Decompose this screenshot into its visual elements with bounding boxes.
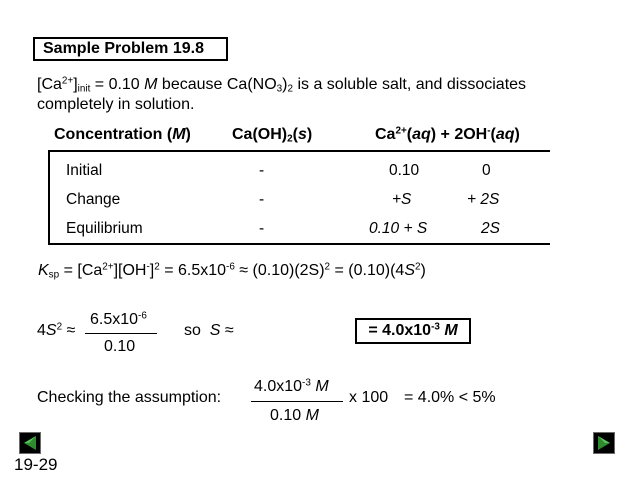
row-initial-label: Initial xyxy=(66,162,103,179)
solve-denominator: 0.10 xyxy=(104,338,136,355)
check-result: = 4.0% < 5% xyxy=(404,389,496,406)
row-initial-oh: 0 xyxy=(482,162,491,179)
intro-line-1: $[Ca^{2+}]_{init} = 0.10$ M because $Ca(NO_3)_2$ is a soluble salt, and dissociates xyxy=(37,75,527,95)
row-equilibrium-solid: - xyxy=(259,220,265,237)
table-left-rule xyxy=(48,152,50,245)
ksp-expression: $K_{sp} = [Ca^{2+}][OH^-]^2 = 6.5x10^{-6} \approx (0.10)(2S)^2 = (0.10)(4S^2)$ xyxy=(38,261,426,281)
solve-so: so S ≈ xyxy=(184,322,234,339)
next-slide-button[interactable] xyxy=(593,432,615,454)
check-label: Checking the assumption: xyxy=(37,389,222,406)
answer-box: = $4.0x10^{-3}$ M xyxy=(355,318,471,344)
solve-fraction-bar xyxy=(85,333,157,334)
row-change-solid: - xyxy=(259,191,265,208)
header-products: $Ca^{2+}(aq) + 2OH^-(aq)$ xyxy=(375,125,520,143)
sample-problem-title: Sample Problem 19.8 xyxy=(33,37,228,61)
previous-slide-button[interactable] xyxy=(19,432,41,454)
check-fraction-bar xyxy=(251,401,343,402)
row-initial-solid: - xyxy=(259,162,265,179)
solve-numerator: $6.5x10^{-6}$ xyxy=(90,310,147,328)
table-top-rule xyxy=(48,150,550,152)
solve-lhs: $4S^2$ ≈ xyxy=(37,321,76,339)
table-bottom-rule xyxy=(48,243,550,245)
header-caoh2: $Ca(OH)_2(s)$ xyxy=(232,126,313,145)
arrow-right-icon xyxy=(594,433,614,453)
row-equilibrium-ca: 0.10 + S xyxy=(369,220,428,237)
row-change-ca: +S xyxy=(392,191,412,208)
row-equilibrium-label: Equilibrium xyxy=(66,220,143,237)
check-times-100: x 100 xyxy=(349,389,389,406)
row-change-label: Change xyxy=(66,191,121,208)
row-equilibrium-oh: 2S xyxy=(481,220,500,237)
slide-number: 19-29 xyxy=(14,455,58,474)
intro-line-2: completely in solution. xyxy=(37,96,195,113)
check-numerator: $4.0x10^{-3}$ M xyxy=(254,377,329,395)
header-concentration: Concentration (M) xyxy=(54,126,191,143)
arrow-left-icon xyxy=(20,433,40,453)
row-initial-ca: 0.10 xyxy=(389,162,420,179)
row-change-oh: + 2S xyxy=(467,191,500,208)
check-denominator: 0.10 M xyxy=(270,407,319,424)
